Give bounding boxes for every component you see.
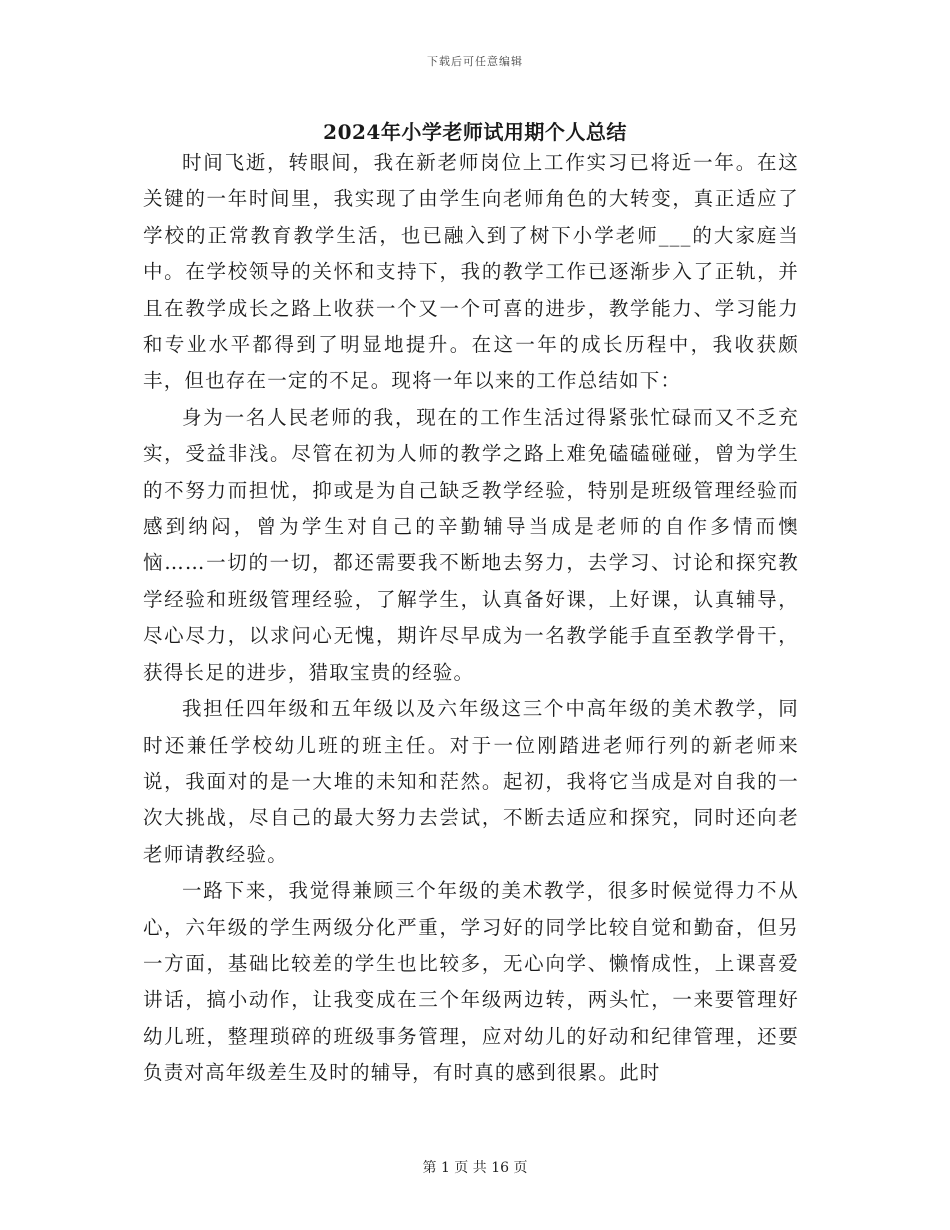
- paragraph: 身为一名人民老师的我，现在的工作生活过得紧张忙碌而又不乏充实，受益非浅。尽管在初为人师的教学之路上难免磕磕碰碰，曾为学生的不努力而担忧，抑或是为自己缺乏教学经验，特别是班级管理经验而感到纳闷，曾为学生对自己的辛勤辅导当成是老师的自作多情而懊恼……一切的一切，都还需要我不断地去努力，去学习、讨论和探究教学经验和班级管理经验，了解学生，认真备好课，上好课，认真辅导，尽心尽力，以求问心无愧，期许尽早成为一名教学能手直至教学骨干，获得长足的进步，猎取宝贵的经验。: [143, 405, 799, 684]
- paragraph: 一路下来，我觉得兼顾三个年级的美术教学，很多时候觉得力不从心，六年级的学生两级分化严重，学习好的同学比较自觉和勤奋，但另一方面，基础比较差的学生也比较多，无心向学、懒惰成性，上课喜爱讲话，搞小动作，让我变成在三个年级两边转，两头忙，一来要管理好幼儿班，整理琐碎的班级事务管理，应对幼儿的好动和纪律管理，还要负责对高年级差生及时的辅导，有时真的感到很累。此时: [143, 879, 799, 1085]
- paragraph: 我担任四年级和五年级以及六年级这三个中高年级的美术教学，同时还兼任学校幼儿班的班主任。对于一位刚踏进老师行列的新老师来说，我面对的是一大堆的未知和茫然。起初，我将它当成是对自我的一次大挑战，尽自己的最大努力去尝试，不断去适应和探究，同时还向老老师请教经验。: [143, 697, 799, 866]
- page-header: 下载后可任意编辑: [427, 55, 523, 68]
- page-number: 第 1 页 共 16 页: [422, 1160, 528, 1176]
- document-title: 2024年小学老师试用期个人总结: [323, 120, 627, 144]
- paragraph: 时间飞逝，转眼间，我在新老师岗位上工作实习已将近一年。在这关键的一年时间里，我实现了由学生向老师角色的大转变，真正适应了学校的正常教育教学生活，也已融入到了树下小学老师___的大家庭当中。在学校领导的关怀和支持下，我的教学工作已逐渐步入了正轨，并且在教学成长之路上收获一个又一个可喜的进步，教学能力、学习能力和专业水平都得到了明显地提升。在这一年的成长历程中，我收获颇丰，但也存在一定的不足。现将一年以来的工作总结如下：: [143, 151, 799, 393]
- document-body: [143, 145, 799, 1092]
